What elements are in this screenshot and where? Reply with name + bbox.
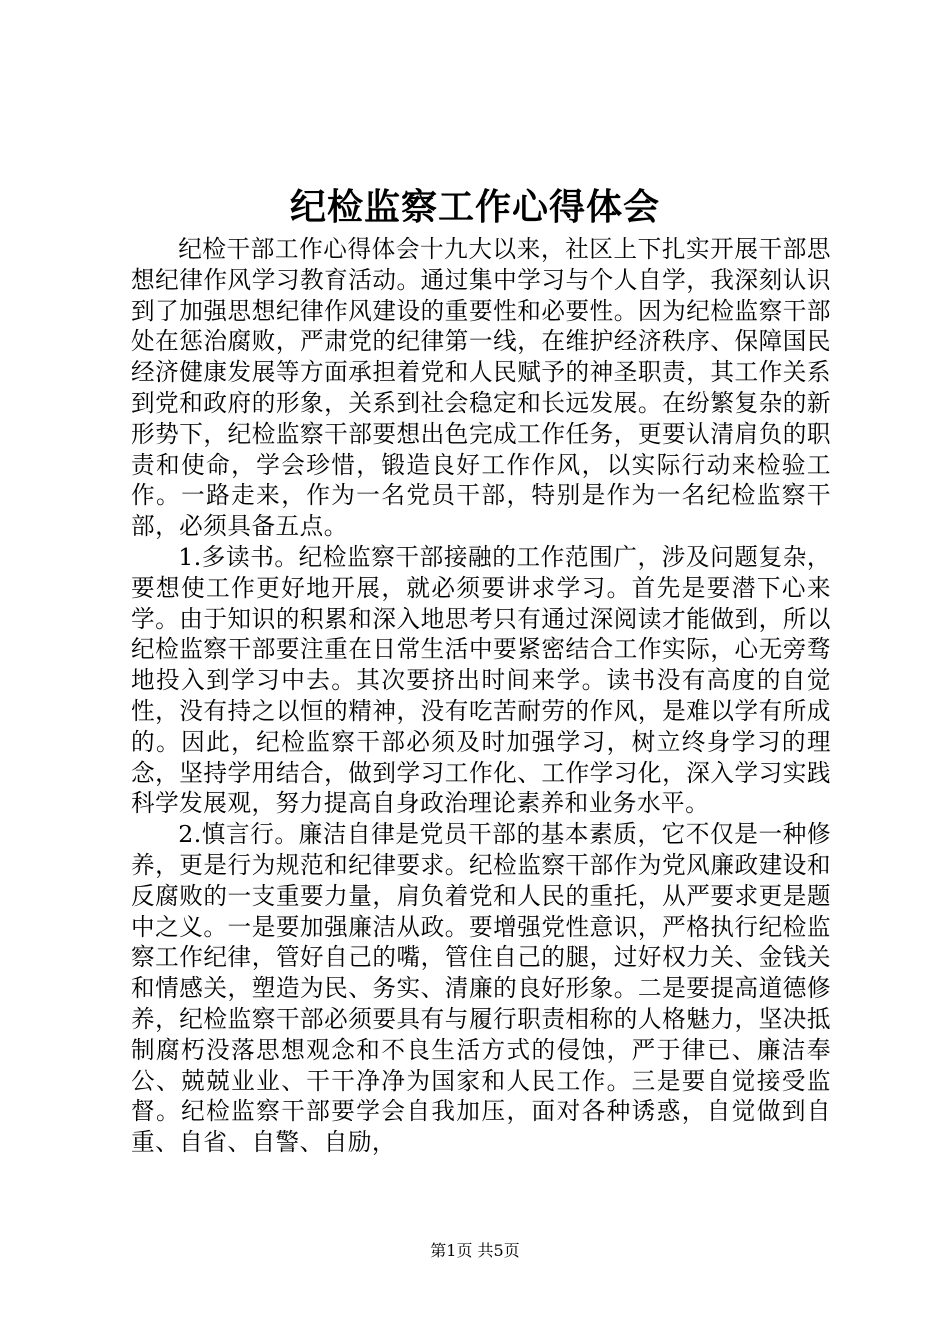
document-body bbox=[131, 234, 831, 1158]
paragraph-point-1: 1.多读书。纪检监察干部接融的工作范围广，涉及问题复杂，要想使工作更好地开展，就必须要讲求学习。首先是要潜下心来学。由于知识的积累和深入地思考只有通过深阅读才能做到，所以纪检监察干部要注重在日常生活中要紧密结合工作实际，心无旁骛地投入到学习中去。其次要挤出时间来学。读书没有高度的自觉性，没有持之以恒的精神，没有吃苦耐劳的作风，是难以学有所成的。因此，纪检监察干部必须及时加强学习，树立终身学习的理念，坚持学用结合，做到学习工作化、工作学习化，深入学习实践科学发展观，努力提高自身政治理论素养和业务水平。 bbox=[131, 542, 831, 818]
paragraph-point-2: 2.慎言行。廉洁自律是党员干部的基本素质，它不仅是一种修养，更是行为规范和纪律要求。纪检监察干部作为党风廉政建设和反腐败的一支重要力量，肩负着党和人民的重托，从严要求更是题中之义。一是要加强廉洁从政。要增强党性意识，严格执行纪检监察工作纪律，管好自己的嘴，管住自己的腿，过好权力关、金钱关和情感关，塑造为民、务实、清廉的良好形象。二是要提高道德修养，纪检监察干部必须要具有与履行职责相称的人格魅力，坚决抵制腐朽没落思想观念和不良生活方式的侵蚀，严于律已、廉洁奉公、兢兢业业、干干净净为国家和人民工作。三是要自觉接受监督。纪检监察干部要学会自我加压，面对各种诱惑，自觉做到自重、自省、自警、自励， bbox=[131, 820, 831, 1157]
page-number-footer: 第1页 共5页 bbox=[430, 1241, 520, 1260]
paragraph-intro: 纪检干部工作心得体会十九大以来，社区上下扎实开展干部思想纪律作风学习教育活动。通过集中学习与个人自学，我深刻认识到了加强思想纪律作风建设的重要性和必要性。因为纪检监察干部处在惩治腐败，严肃党的纪律第一线，在维护经济秩序、保障国民经济健康发展等方面承担着党和人民赋予的神圣职责，其工作关系到党和政府的形象，关系到社会稳定和长远发展。在纷繁复杂的新形势下，纪检监察干部要想出色完成工作任务，更要认清肩负的职责和使命，学会珍惜，锻造良好工作作风，以实际行动来检验工作。一路走来，作为一名党员干部，特别是作为一名纪检监察干部，必须具备五点。 bbox=[131, 235, 831, 541]
document-title: 纪检监察工作心得体会 bbox=[289, 186, 660, 228]
